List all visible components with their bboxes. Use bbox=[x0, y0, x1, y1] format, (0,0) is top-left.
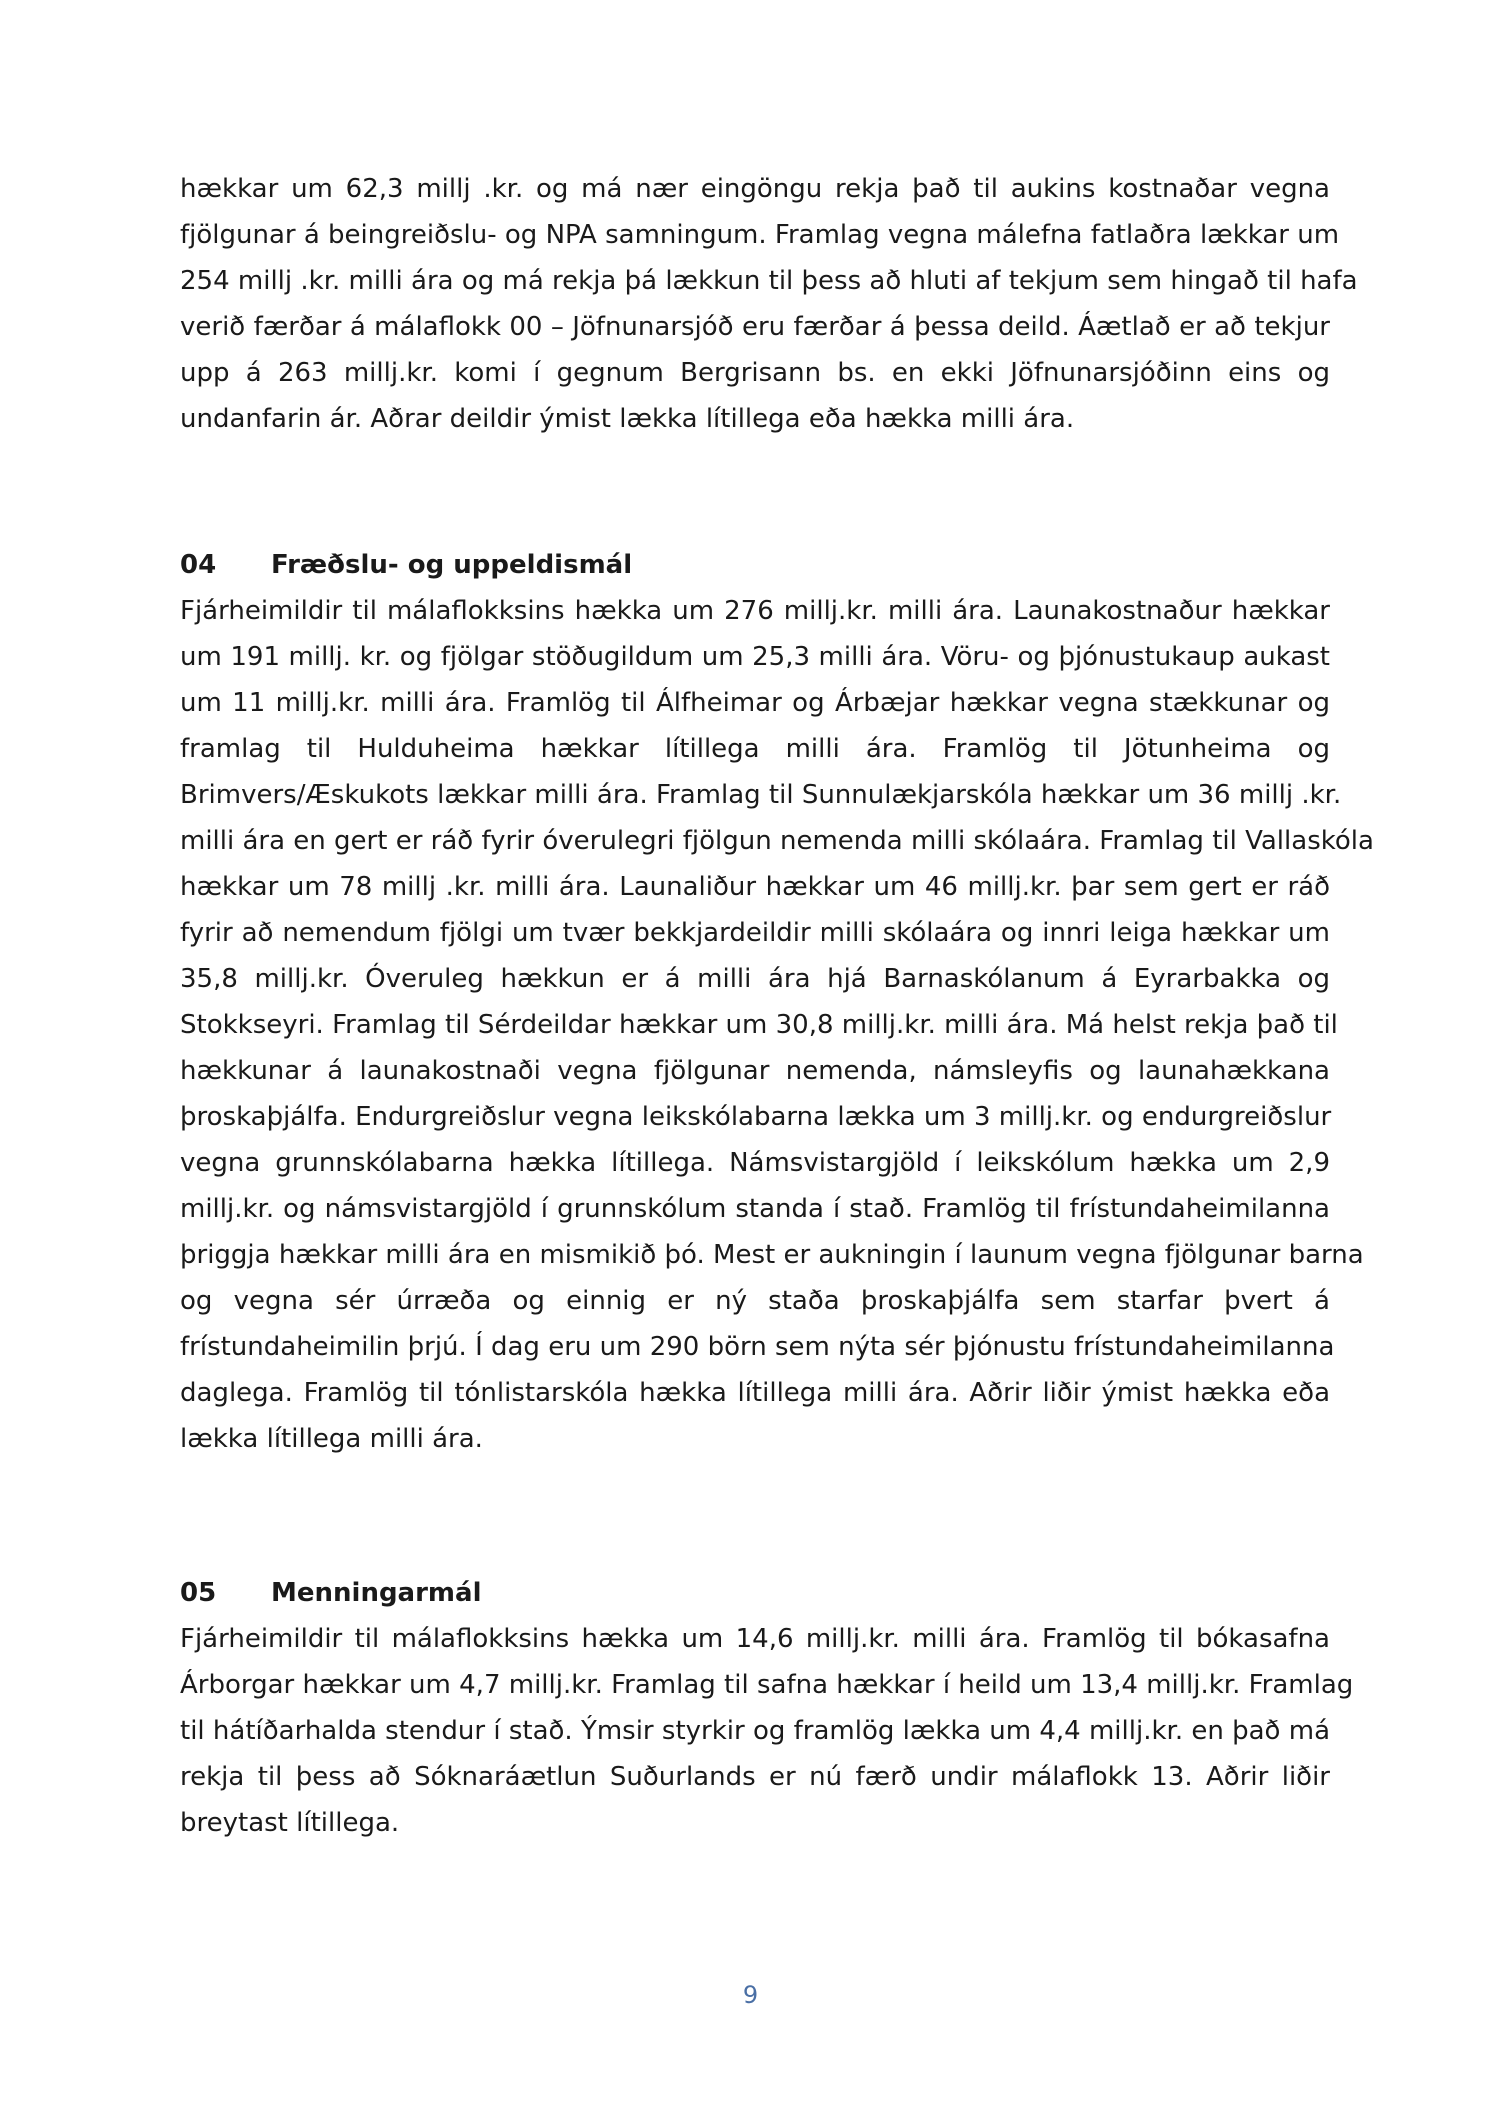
paragraph-line: breytast lítillega. bbox=[180, 1808, 400, 1838]
paragraph-line: um 11 millj.kr. milli ára. Framlög til Álfheimar og Árbæjar hækkar vegna stækkunar og bbox=[180, 688, 1330, 718]
paragraph-line: framlag til Hulduheima hækkar lítillega milli ára. Framlög til Jötunheima og bbox=[180, 734, 1330, 764]
paragraph-line: fjölgunar á beingreiðslu- og NPA samningum. Framlag vegna málefna fatlaðra lækkar um bbox=[180, 220, 1340, 250]
paragraph-line: Árborgar hækkar um 4,7 millj.kr. Framlag til safna hækkar í heild um 13,4 millj.kr. Framlag bbox=[180, 1670, 1354, 1700]
paragraph-line: rekja til þess að Sóknaráætlun Suðurlands er nú færð undir málaflokk 13. Aðrir liðir bbox=[180, 1762, 1330, 1792]
paragraph-line: fyrir að nemendum fjölgi um tvær bekkjardeildir milli skólaára og innri leiga hækkar um bbox=[180, 918, 1330, 948]
section-number: 05 bbox=[180, 1578, 217, 1608]
paragraph-line: þriggja hækkar milli ára en mismikið þó. Mest er aukningin í launum vegna fjölgunar barna bbox=[180, 1240, 1364, 1270]
paragraph-line: hækkar um 78 millj .kr. milli ára. Launaliður hækkar um 46 millj.kr. þar sem gert er ráð bbox=[180, 872, 1330, 902]
paragraph-line: hækkunar á launakostnaði vegna fjölgunar nemenda, námsleyfis og launahækkana bbox=[180, 1056, 1330, 1086]
paragraph-line: daglega. Framlög til tónlistarskóla hækka lítillega milli ára. Aðrir liðir ýmist hækka eða bbox=[180, 1378, 1330, 1408]
section-05 bbox=[180, 1570, 1354, 1846]
paragraph-line: milli ára en gert er ráð fyrir óverulegri fjölgun nemenda milli skólaára. Framlag til Vallaskóla bbox=[180, 826, 1374, 856]
paragraph-line: Fjárheimildir til málaflokksins hækka um 14,6 millj.kr. milli ára. Framlög til bókasafna bbox=[180, 1624, 1330, 1654]
paragraph-line: Stokkseyri. Framlag til Sérdeildar hækkar um 30,8 millj.kr. milli ára. Má helst rekja það til bbox=[180, 1010, 1338, 1040]
paragraph-line: verið færðar á málaflokk 00 – Jöfnunarsjóð eru færðar á þessa deild. Áætlað er að tekjur bbox=[180, 312, 1330, 342]
paragraph-line: vegna grunnskólabarna hækka lítillega. Námsvistargjöld í leikskólum hækka um 2,9 bbox=[180, 1148, 1330, 1178]
paragraph-line: hækkar um 62,3 millj .kr. og má nær eingöngu rekja það til aukins kostnaðar vegna bbox=[180, 174, 1330, 204]
page-number: 9 bbox=[742, 1981, 759, 2009]
paragraph-line: upp á 263 millj.kr. komi í gegnum Bergrisann bs. en ekki Jöfnunarsjóðinn eins og bbox=[180, 358, 1330, 388]
paragraph-line: 254 millj .kr. milli ára og má rekja þá lækkun til þess að hluti af tekjum sem hingað til hafa bbox=[180, 266, 1358, 296]
paragraph-line: og vegna sér úrræða og einnig er ný staða þroskaþjálfa sem starfar þvert á bbox=[180, 1286, 1330, 1316]
paragraph-line: til hátíðarhalda stendur í stað. Ýmsir styrkir og framlög lækka um 4,4 millj.kr. en það má bbox=[180, 1716, 1330, 1746]
section-heading bbox=[180, 542, 1330, 588]
paragraph-line: þroskaþjálfa. Endurgreiðslur vegna leikskólabarna lækka um 3 millj.kr. og endurgreiðslur bbox=[180, 1102, 1332, 1132]
paragraph-line: undanfarin ár. Aðrar deildir ýmist lækka lítillega eða hækka milli ára. bbox=[180, 404, 1075, 434]
section-title: Fræðslu- og uppeldismál bbox=[271, 550, 633, 580]
paragraph-line: um 191 millj. kr. og fjölgar stöðugildum um 25,3 milli ára. Vöru- og þjónustukaup aukast bbox=[180, 642, 1330, 672]
paragraph-line: lækka lítillega milli ára. bbox=[180, 1424, 483, 1454]
paragraph-line: millj.kr. og námsvistargjöld í grunnskólum standa í stað. Framlög til frístundaheimilanna bbox=[180, 1194, 1330, 1224]
section-heading bbox=[180, 1570, 1330, 1616]
section-04 bbox=[180, 542, 1374, 1462]
paragraph-line: Fjárheimildir til málaflokksins hækka um 276 millj.kr. milli ára. Launakostnaður hækkar bbox=[180, 596, 1330, 626]
section-number: 04 bbox=[180, 550, 217, 580]
intro-paragraph bbox=[180, 166, 1358, 442]
paragraph-line: Brimvers/Æskukots lækkar milli ára. Framlag til Sunnulækjarskóla hækkar um 36 millj .kr. bbox=[180, 780, 1342, 810]
paragraph-line: frístundaheimilin þrjú. Í dag eru um 290 börn sem nýta sér þjónustu frístundaheimilanna bbox=[180, 1332, 1335, 1362]
paragraph-line: 35,8 millj.kr. Óveruleg hækkun er á milli ára hjá Barnaskólanum á Eyrarbakka og bbox=[180, 964, 1330, 994]
section-title: Menningarmál bbox=[271, 1578, 482, 1608]
